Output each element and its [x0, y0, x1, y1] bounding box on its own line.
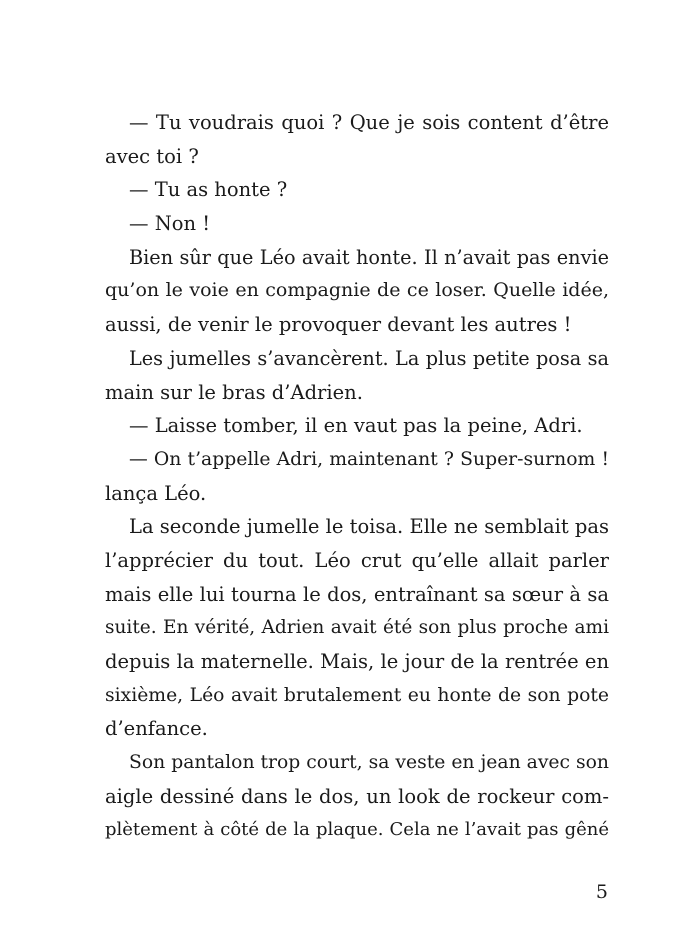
text-line: — Tu as honte ?: [129, 178, 288, 202]
text-line: — Non !: [129, 212, 211, 236]
text-line: sixième, Léo avait brutalement eu honte de son pote: [105, 684, 609, 706]
text-line: lança Léo.: [105, 481, 207, 505]
text-line: d’enfance.: [105, 717, 208, 741]
text-line: qu’on le voie en compagnie de ce loser. Quelle idée,: [105, 279, 609, 302]
text-line: Bien sûr que Léo avait honte. Il n’avait pas envie: [129, 245, 609, 269]
text-line: l’apprécier du tout. Léo crut qu’elle allait parler: [105, 548, 609, 572]
text-line: aigle dessiné dans le dos, un look de rockeur com-: [105, 784, 609, 808]
text-line: depuis la maternelle. Mais, le jour de la rentrée en: [105, 650, 609, 673]
text-line: mais elle lui tourna le dos, entraînant sa sœur à sa: [105, 582, 609, 606]
text-line: — Laisse tomber, il en vaut pas la peine, Adri.: [129, 414, 583, 438]
text-line: Les jumelles s’avancèrent. La plus petite posa sa: [129, 346, 609, 370]
text-line: aussi, de venir le provoquer devant les autres !: [105, 313, 572, 337]
text-line: La seconde jumelle le toisa. Elle ne semblait pas: [129, 515, 609, 539]
page-number: 5: [595, 881, 608, 903]
text-line: Son pantalon trop court, sa veste en jean avec son: [129, 752, 609, 774]
text-line: suite. En vérité, Adrien avait été son plus proche ami: [105, 617, 609, 639]
text-line: plètement à côté de la plaque. Cela ne l’avait pas gêné: [105, 819, 609, 841]
text-line: — Tu voudrais quoi ? Que je sois content d’être: [129, 111, 609, 134]
text-line: main sur le bras d’Adrien.: [105, 380, 363, 404]
text-line: avec toi ?: [105, 144, 199, 168]
body-text: [105, 106, 609, 847]
text-line: — On t’appelle Adri, maintenant ? Super-surnom !: [129, 448, 609, 470]
